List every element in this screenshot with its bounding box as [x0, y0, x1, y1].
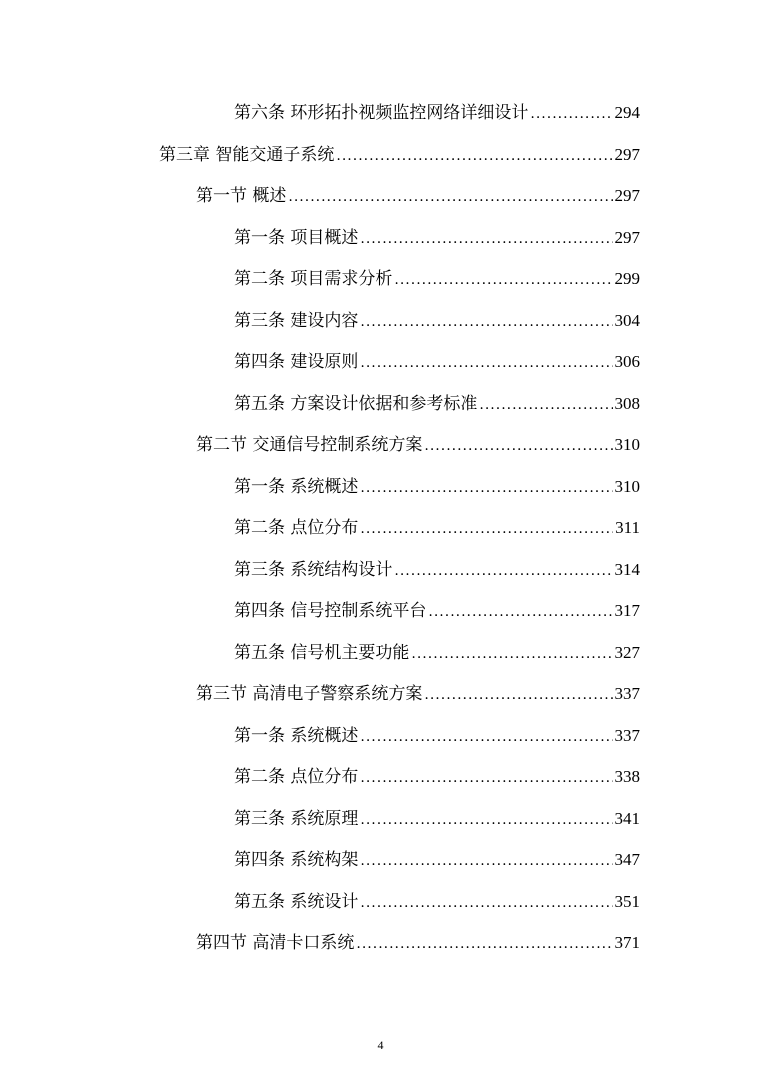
toc-entry-title: 第三条 建设内容: [234, 311, 359, 331]
toc-entry-title: 第四条 建设原则: [234, 352, 359, 372]
toc-leader-dots: [394, 562, 612, 580]
toc-leader-dots: [530, 105, 612, 123]
toc-entry-title: 第六条 环形拓扑视频监控网络详细设计: [234, 103, 529, 123]
toc-leader-dots: [360, 354, 612, 372]
toc-leader-dots: [360, 728, 612, 746]
toc-entry-page: 311: [615, 518, 640, 537]
toc-leader-dots: [428, 603, 612, 621]
toc-leader-dots: [288, 188, 612, 206]
toc-leader-dots: [360, 769, 612, 787]
toc-entry[interactable]: [234, 886, 640, 912]
toc-entry[interactable]: [159, 139, 640, 165]
toc-entry-page: 310: [614, 435, 640, 454]
toc-entry[interactable]: [234, 637, 640, 663]
toc-entry-page: 304: [614, 311, 640, 330]
toc-entry[interactable]: [196, 678, 640, 704]
toc-entry[interactable]: [234, 471, 640, 497]
toc-entry-page: 371: [614, 933, 640, 952]
toc-entry-title: 第一条 项目概述: [234, 228, 359, 248]
toc-entry-title: 第三条 系统结构设计: [234, 560, 393, 580]
toc-leader-dots: [360, 230, 612, 248]
toc-entry-title: 第四节 高清卡口系统: [196, 933, 355, 953]
toc-entry[interactable]: [234, 554, 640, 580]
toc-entry[interactable]: [234, 761, 640, 787]
toc-entry-page: 317: [614, 601, 640, 620]
toc-leader-dots: [360, 479, 612, 497]
toc-entry-title: 第五条 系统设计: [234, 892, 359, 912]
toc-entry-page: 299: [614, 269, 640, 288]
toc-entry-title: 第三节 高清电子警察系统方案: [196, 684, 423, 704]
toc-entry[interactable]: [196, 429, 640, 455]
toc-entry-title: 第四条 信号控制系统平台: [234, 601, 427, 621]
toc-leader-dots: [360, 894, 612, 912]
toc-entry-title: 第四条 系统构架: [234, 850, 359, 870]
toc-entry-title: 第二条 点位分布: [234, 767, 359, 787]
toc-entry[interactable]: [234, 595, 640, 621]
toc-entry-page: 351: [614, 892, 640, 911]
toc-entry-title: 第二条 项目需求分析: [234, 269, 393, 289]
toc-entry-page: 337: [614, 684, 640, 703]
toc-entry-title: 第三条 系统原理: [234, 809, 359, 829]
toc-entry-title: 第二节 交通信号控制系统方案: [196, 435, 423, 455]
toc-entry-page: 347: [614, 850, 640, 869]
toc-entry[interactable]: [234, 263, 640, 289]
toc-entry[interactable]: [234, 305, 640, 331]
toc-leader-dots: [360, 313, 612, 331]
toc-entry-page: 297: [614, 228, 640, 247]
toc-entry-title: 第五条 信号机主要功能: [234, 643, 410, 663]
toc-entry-page: 327: [614, 643, 640, 662]
toc-leader-dots: [394, 271, 612, 289]
toc-leader-dots: [356, 935, 612, 953]
toc-leader-dots: [360, 852, 612, 870]
toc-entry-title: 第二条 点位分布: [234, 518, 359, 538]
toc-entry[interactable]: [234, 844, 640, 870]
toc-leader-dots: [360, 520, 613, 538]
toc-entry-title: 第一条 系统概述: [234, 477, 359, 497]
toc-entry-page: 294: [614, 103, 640, 122]
toc-entry-title: 第一节 概述: [196, 186, 287, 206]
toc-entry-page: 306: [614, 352, 640, 371]
toc-entry-page: 308: [614, 394, 640, 413]
toc-entry[interactable]: [234, 720, 640, 746]
toc-entry-page: 314: [614, 560, 640, 579]
toc-entry[interactable]: [234, 222, 640, 248]
toc-entry-page: 310: [614, 477, 640, 496]
toc-entry[interactable]: [234, 803, 640, 829]
toc-entry-page: 337: [614, 726, 640, 745]
toc-leader-dots: [424, 686, 612, 704]
toc-entry-page: 338: [614, 767, 640, 786]
page-number: 4: [377, 1038, 384, 1052]
toc-entry[interactable]: [234, 97, 640, 123]
toc-entry-page: 341: [614, 809, 640, 828]
toc-leader-dots: [411, 645, 612, 663]
toc-leader-dots: [479, 396, 612, 414]
toc-entry[interactable]: [196, 927, 640, 953]
toc-entry[interactable]: [234, 346, 640, 372]
toc-entry-title: 第三章 智能交通子系统: [159, 145, 335, 165]
toc-leader-dots: [424, 437, 612, 455]
toc-leader-dots: [360, 811, 612, 829]
toc-entry-title: 第五条 方案设计依据和参考标准: [234, 394, 478, 414]
toc-entry[interactable]: [234, 512, 640, 538]
toc-entry-title: 第一条 系统概述: [234, 726, 359, 746]
toc-entry-page: 297: [614, 186, 640, 205]
toc-entry[interactable]: [234, 388, 640, 414]
toc-leader-dots: [336, 147, 612, 165]
toc-entry[interactable]: [196, 180, 640, 206]
toc-entry-page: 297: [614, 145, 640, 164]
